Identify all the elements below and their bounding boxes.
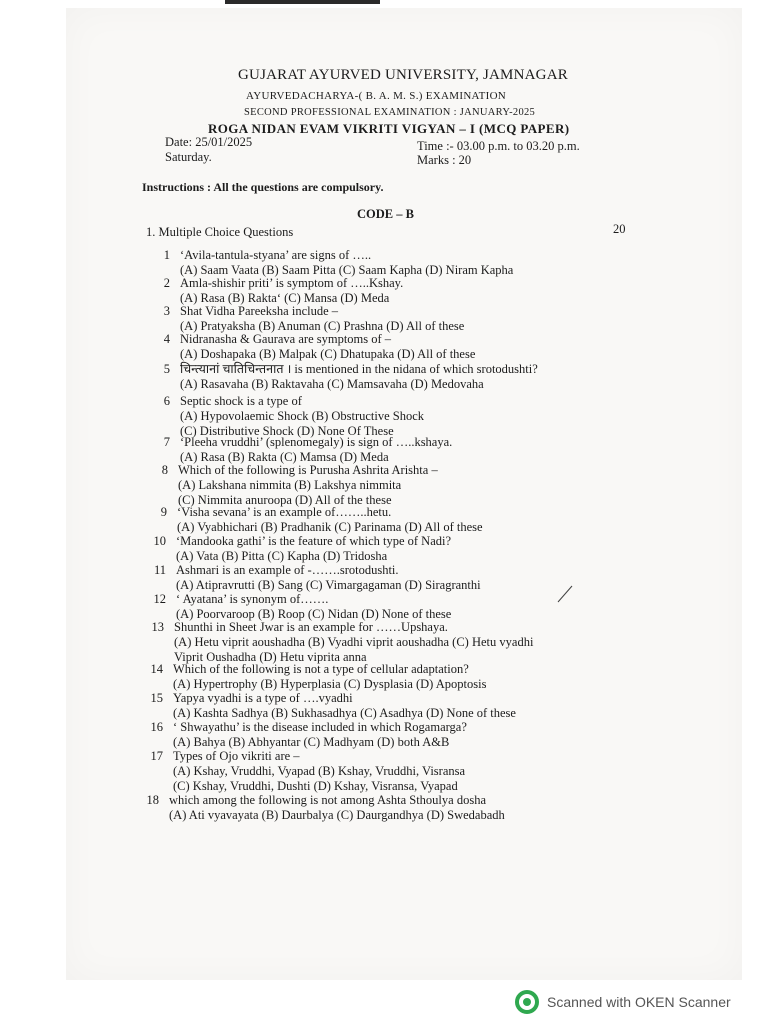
section-marks: 20 <box>613 222 626 236</box>
question-stem: Ashmari is an example of -…….srotodushti. <box>176 563 399 577</box>
question-number: 14 <box>150 662 163 676</box>
question-stem: Yapya vyadhi is a type of ….vyadhi <box>173 691 353 705</box>
question-text <box>180 394 424 439</box>
exam-date: Date: 25/01/2025 <box>165 135 253 149</box>
question-number: 11 <box>153 563 166 577</box>
question-number: 6 <box>163 394 170 408</box>
paper-code: CODE – B <box>357 207 414 221</box>
question-options: (A) Poorvaroop (B) Roop (C) Nidan (D) None of these <box>176 607 452 621</box>
question-number: 2 <box>163 276 170 290</box>
question-stem: ‘ Shwayathu’ is the disease included in which Rogamarga? <box>173 720 467 734</box>
question-text <box>176 534 451 564</box>
question-text <box>180 332 475 362</box>
question-text <box>180 435 452 465</box>
question-number: 8 <box>161 463 168 477</box>
question-options: (A) Lakshana nimmita (B) Lakshya nimmita <box>178 478 402 492</box>
question-text <box>178 463 438 508</box>
question-stem: Shat Vidha Pareeksha include – <box>180 304 339 318</box>
question-stem: ‘Visha sevana’ is an example of……..hetu. <box>177 505 392 519</box>
question-stem: Shunthi in Sheet Jwar is an example for ……Upshaya. <box>174 620 448 634</box>
question-number: 1 <box>163 248 170 262</box>
question-text <box>173 691 516 721</box>
page-top-edge <box>225 0 380 4</box>
scanner-text: Scanned with OKEN Scanner <box>547 994 731 1010</box>
question-stem: ‘Pleeha vruddhi’ (splenomegaly) is sign of …..kshaya. <box>180 435 453 449</box>
question-options: (A) Kashta Sadhya (B) Sukhasadhya (C) Asadhya (D) None of these <box>173 706 516 720</box>
question-text <box>174 620 533 665</box>
question-number: 3 <box>163 304 170 318</box>
oken-scanner-logo-icon <box>515 990 539 1014</box>
question-number: 7 <box>163 435 170 449</box>
question-options: (A) Rasa (B) Rakta (C) Mamsa (D) Meda <box>180 450 389 464</box>
exam-marks: Marks : 20 <box>417 153 472 167</box>
question-stem: Types of Ojo vikriti are – <box>173 749 300 763</box>
university-title: GUJARAT AYURVED UNIVERSITY, JAMNAGAR <box>238 67 568 83</box>
exam-name: AYURVEDACHARYA-( B. A. M. S.) EXAMINATION <box>246 90 507 102</box>
scanner-watermark <box>515 990 731 1014</box>
question-stem: ‘Avila-tantula-styana’ are signs of ….. <box>180 248 372 262</box>
question-stem: Nidranasha & Gaurava are symptoms of – <box>180 332 392 346</box>
question-stem: Septic shock is a type of <box>180 394 302 408</box>
question-text <box>180 276 403 306</box>
question-options: (C) Kshay, Vruddhi, Dushti (D) Kshay, Visransa, Vyapad <box>173 779 458 793</box>
question-text <box>180 304 464 334</box>
question-text <box>173 720 467 750</box>
question-stem: Which of the following is not a type of cellular adaptation? <box>173 662 469 676</box>
question-options: (A) Vyabhichari (B) Pradhanik (C) Parinama (D) All of these <box>177 520 483 534</box>
question-number: 5 <box>163 362 170 376</box>
question-text <box>173 662 486 692</box>
question-number: 17 <box>150 749 163 763</box>
question-text <box>169 793 505 823</box>
question-options: (A) Pratyaksha (B) Anuman (C) Prashna (D) All of these <box>180 319 465 333</box>
question-stem: Amla-shishir priti’ is symptom of …..Kshay. <box>180 276 404 290</box>
exam-time: Time :- 03.00 p.m. to 03.20 p.m. <box>417 139 580 153</box>
question-options: (A) Kshay, Vruddhi, Vyapad (B) Kshay, Vruddhi, Visransa <box>173 764 466 778</box>
question-number: 9 <box>160 505 167 519</box>
question-number: 10 <box>153 534 166 548</box>
question-number: 16 <box>150 720 163 734</box>
question-text <box>176 592 451 622</box>
instructions: Instructions : All the questions are compulsory. <box>142 180 384 194</box>
question-options: (A) Bahya (B) Abhyantar (C) Madhyam (D) both A&B <box>173 735 450 749</box>
question-text <box>173 749 465 794</box>
question-options: (C) Distributive Shock (D) None Of These <box>180 424 394 438</box>
question-options: (A) Rasa (B) Rakta‘ (C) Mansa (D) Meda <box>180 291 390 305</box>
question-number: 4 <box>163 332 170 346</box>
question-options: Viprit Oushadha (D) Hetu viprita anna <box>174 650 367 664</box>
question-text <box>180 362 538 392</box>
subject-title: ROGA NIDAN EVAM VIKRITI VIGYAN – I (MCQ PAPER) <box>208 121 570 136</box>
question-text <box>177 505 483 535</box>
question-stem: ‘Mandooka gathi’ is the feature of which type of Nadi? <box>176 534 452 548</box>
question-options: (A) Rasavaha (B) Raktavaha (C) Mamsavaha (D) Medovaha <box>180 377 484 391</box>
question-options: (A) Hypertrophy (B) Hyperplasia (C) Dysplasia (D) Apoptosis <box>173 677 487 691</box>
question-number: 13 <box>151 620 164 634</box>
question-number: 15 <box>150 691 163 705</box>
section-title: 1. Multiple Choice Questions <box>146 225 294 239</box>
pen-mark-icon <box>556 584 574 604</box>
question-stem: Which of the following is Purusha Ashrita Arishta – <box>178 463 438 477</box>
question-number: 18 <box>146 793 159 807</box>
question-options: (C) Nimmita anuroopa (D) All of the these <box>178 493 392 507</box>
question-options: (A) Hypovolaemic Shock (B) Obstructive Shock <box>180 409 425 423</box>
question-options: (A) Hetu viprit aoushadha (B) Vyadhi viprit aoushadha (C) Hetu vyadhi <box>174 635 534 649</box>
question-options: (A) Vata (B) Pitta (C) Kapha (D) Tridosha <box>176 549 388 563</box>
question-options: (A) Saam Vaata (B) Saam Pitta (C) Saam Kapha (D) Niram Kapha <box>180 263 514 277</box>
question-stem: चिन्त्यानां चातिचिन्तनात । is mentioned in the nidana of which srotodushti? <box>180 362 538 376</box>
question-text <box>180 248 513 278</box>
question-options: (A) Atipravrutti (B) Sang (C) Vimargagaman (D) Siragranthi <box>176 578 481 592</box>
question-stem: ‘ Ayatana’ is synonym of……. <box>176 592 329 606</box>
question-text <box>176 563 481 593</box>
question-options: (A) Ati vyavayata (B) Daurbalya (C) Daurgandhya (D) Swedabadh <box>169 808 505 822</box>
question-options: (A) Doshapaka (B) Malpak (C) Dhatupaka (D) All of these <box>180 347 476 361</box>
exam-session: SECOND PROFESSIONAL EXAMINATION : JANUARY-2025 <box>244 107 536 118</box>
exam-day: Saturday. <box>165 150 212 164</box>
question-number: 12 <box>153 592 166 606</box>
question-stem: which among the following is not among Ashta Sthoulya dosha <box>169 793 486 807</box>
